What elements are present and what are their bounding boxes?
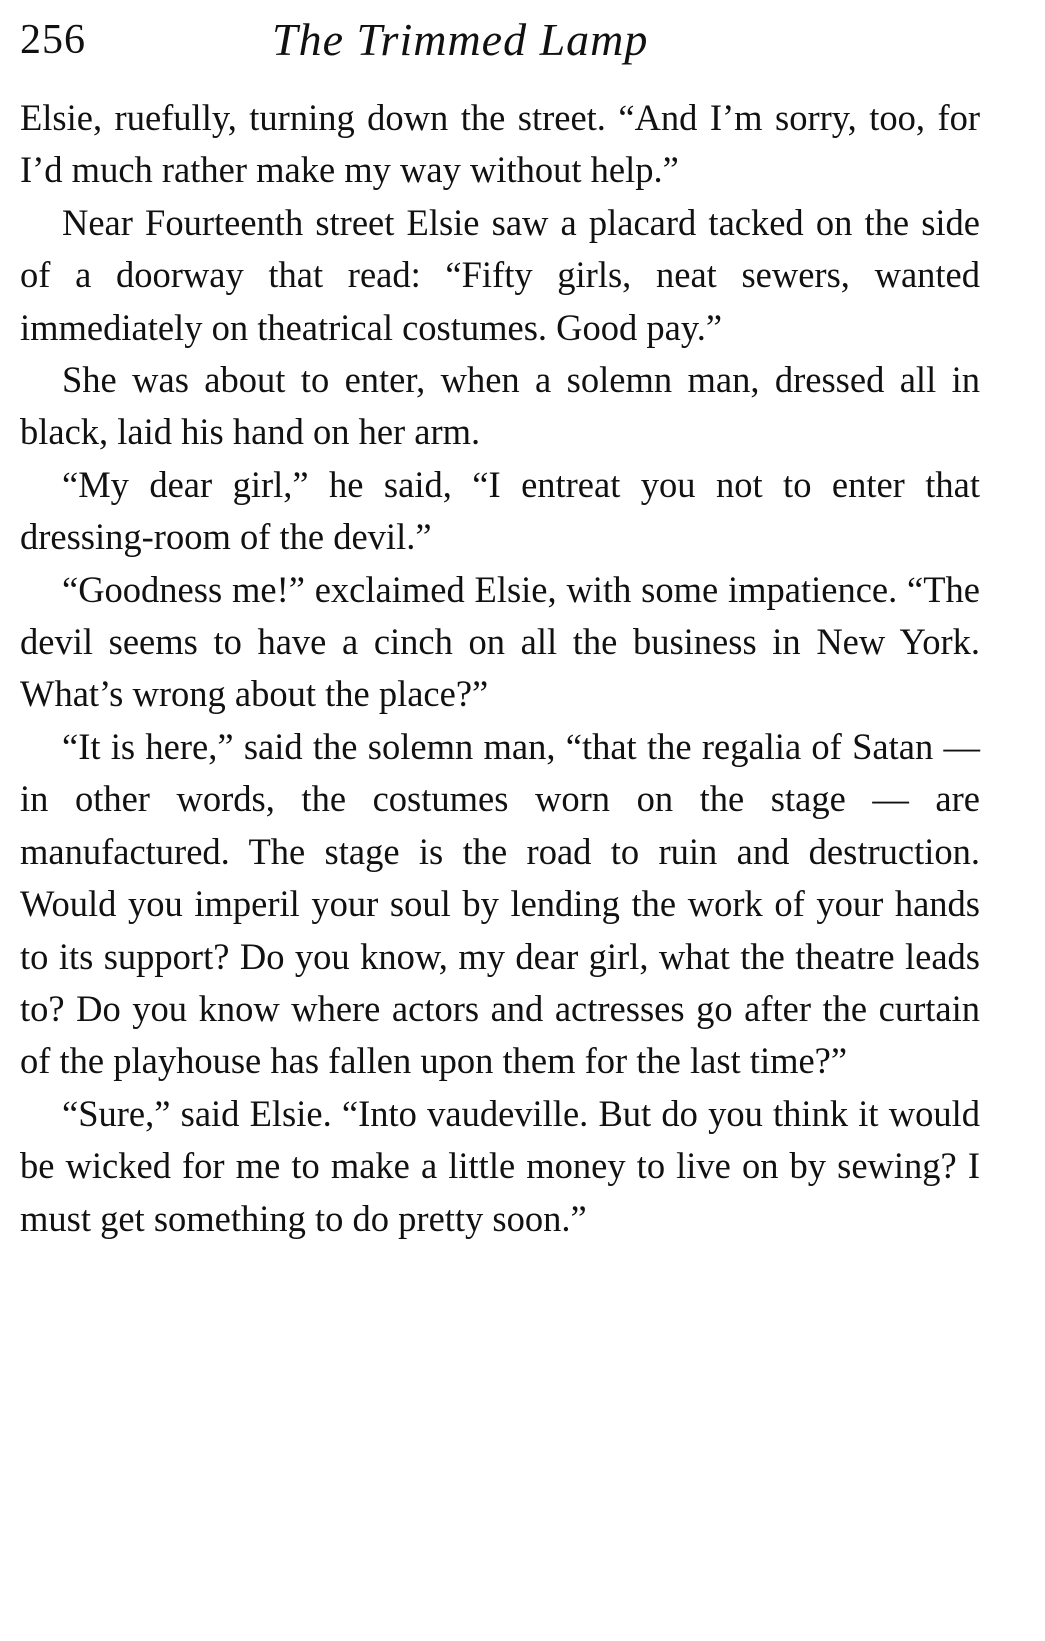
body-text (20, 92, 980, 1245)
paragraph-5: “Goodness me!” exclaimed Elsie, with some impatience. “The devil seems to have a cinch on all the business in New York. What’s wrong about the place?” (20, 568, 980, 715)
paragraph-6: “It is here,” said the solemn man, “that the regalia of Satan — in other words, the costumes worn on the stage — are manufactured. The stage is the road to ruin and destruction. Would you imperil your soul by lending the work of your hands to its support? Do you know, my dear girl, what the theatre leads to? Do you know where actors and actresses go after the curtain of the playhouse has fallen upon them for the last time?” (20, 725, 980, 1082)
paragraph-4: “My dear girl,” he said, “I entreat you not to enter that dressing-room of the devil.” (20, 463, 980, 558)
running-head (20, 10, 980, 74)
paragraph-1: Elsie, ruefully, turning down the street. “And I’m sorry, too, for I’d much rather make my way without help.” (20, 97, 980, 191)
paragraph-7: “Sure,” said Elsie. “Into vaudeville. But do you think it would be wicked for me to make a little money to live on by sewing? I must get something to do pretty soon.” (20, 1092, 980, 1239)
page-number: 256 (20, 17, 86, 63)
paragraph-3: She was about to enter, when a solemn man, dressed all in black, laid his hand on her arm. (20, 359, 980, 453)
paragraph-2: Near Fourteenth street Elsie saw a placard tacked on the side of a doorway that read: “Fifty girls, neat sewers, wanted immediately on theatrical costumes. Good pay.” (20, 201, 980, 348)
book-title: The Trimmed Lamp (272, 14, 649, 65)
